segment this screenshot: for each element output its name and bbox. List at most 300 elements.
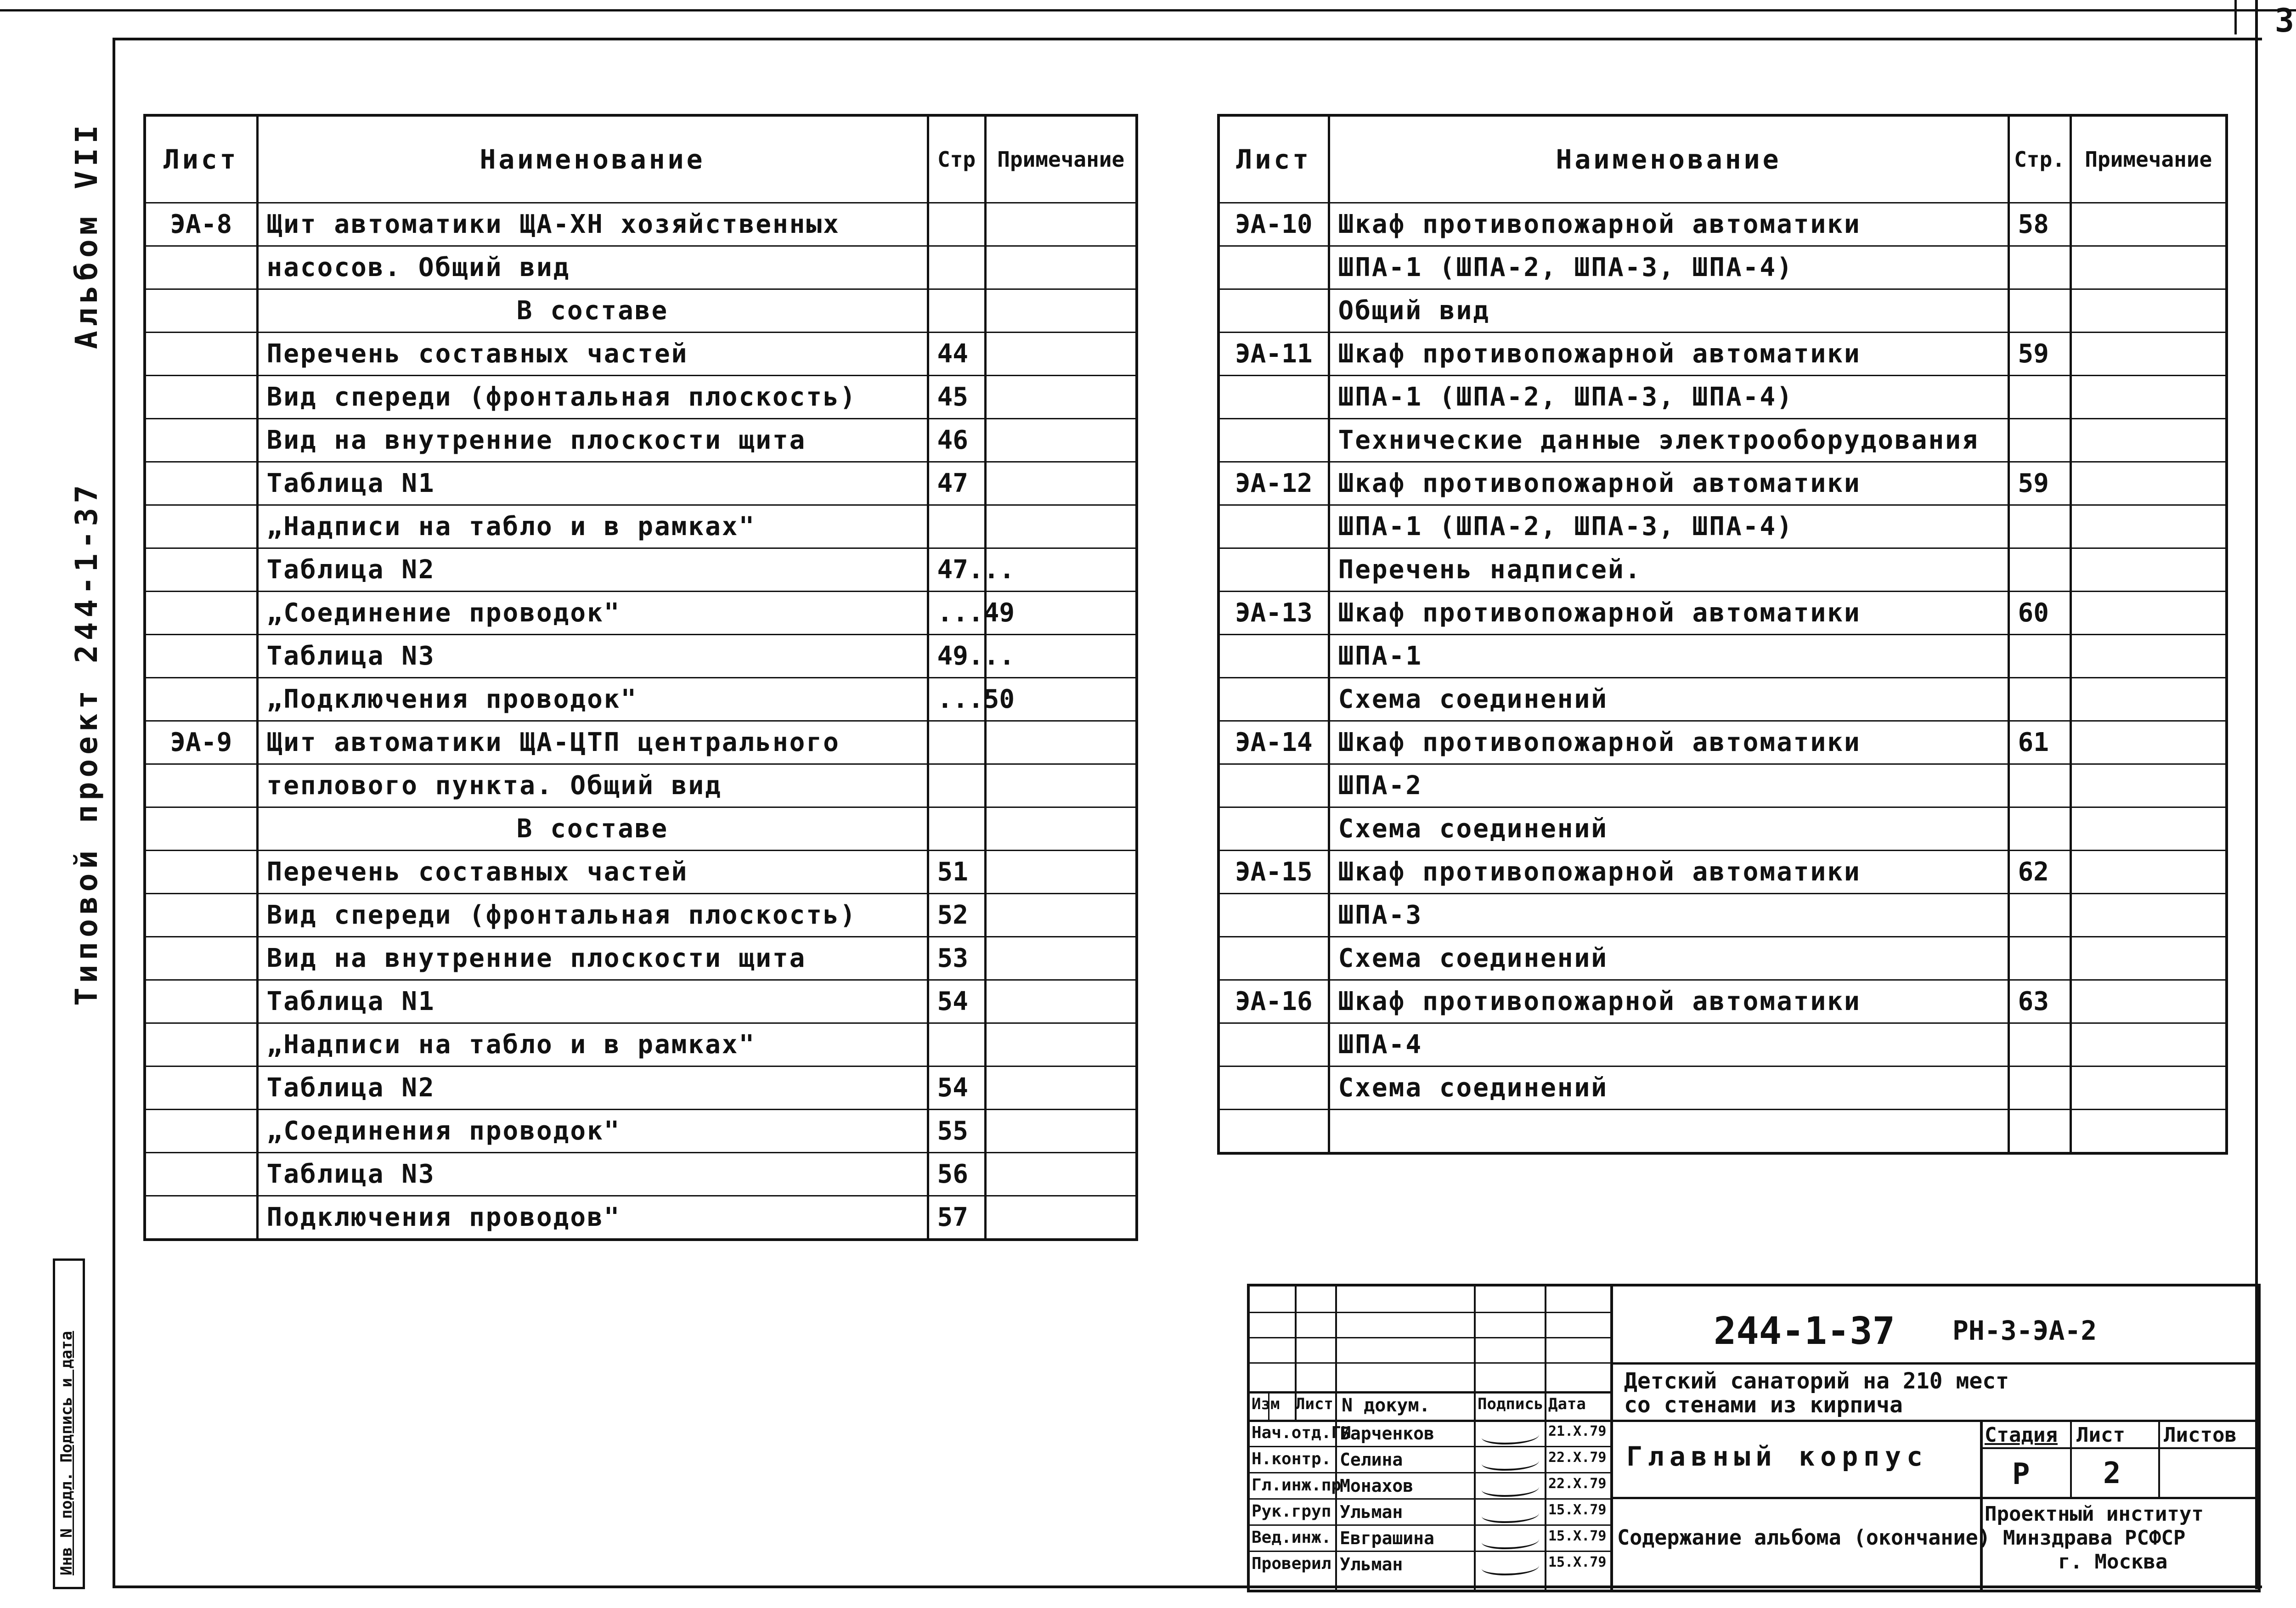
page-cell: 54 bbox=[928, 980, 985, 1023]
name-cell: Таблица N2 bbox=[257, 548, 928, 592]
header-name: Наименование bbox=[257, 115, 928, 203]
note-cell bbox=[985, 1066, 1137, 1110]
note-cell bbox=[2070, 203, 2227, 246]
signature-name: Монахов bbox=[1340, 1476, 1414, 1496]
frame-top-line bbox=[113, 38, 2262, 40]
project-code: 244-1-37 bbox=[1714, 1309, 1895, 1353]
name-cell: ШПА-1 (ШПА-2, ШПА-3, ШПА-4) bbox=[1329, 246, 2008, 289]
sheet-corner-number: 3 bbox=[2274, 2, 2294, 39]
tb-label-sign: Подпись bbox=[1478, 1395, 1544, 1413]
sheet-cell: ЭА-16 bbox=[1219, 980, 1329, 1023]
table-row bbox=[1219, 592, 2227, 635]
note-cell bbox=[2070, 807, 2227, 851]
name-cell: Вид на внутренние плоскости щита bbox=[257, 937, 928, 980]
sheet-cell bbox=[1219, 937, 1329, 980]
table-row bbox=[1219, 980, 2227, 1023]
name-cell: Щит автоматики ЩА-ХН хозяйственных bbox=[257, 203, 928, 246]
sheet-cell bbox=[145, 376, 257, 419]
page-cell: 54 bbox=[928, 1066, 985, 1110]
tb-line bbox=[1980, 1447, 2258, 1449]
note-cell bbox=[985, 764, 1137, 807]
header-sheet: Лист bbox=[145, 115, 257, 203]
sheet-cell bbox=[1219, 678, 1329, 721]
sheet-cell bbox=[145, 1023, 257, 1066]
note-cell bbox=[2070, 980, 2227, 1023]
signature-stamp-label: Инв N подл. Подпись и дата bbox=[57, 1331, 76, 1575]
tb-line bbox=[1250, 1337, 1612, 1338]
sheet-cell bbox=[145, 419, 257, 462]
sheet-cell bbox=[145, 980, 257, 1023]
page-cell bbox=[928, 764, 985, 807]
note-cell bbox=[985, 1196, 1137, 1240]
sheet-cell: ЭА-14 bbox=[1219, 721, 1329, 764]
table-row bbox=[1219, 721, 2227, 764]
note-cell bbox=[985, 505, 1137, 548]
object-line-2: со стенами из кирпича bbox=[1624, 1392, 1903, 1418]
table-row bbox=[145, 376, 1137, 419]
table-row bbox=[1219, 678, 2227, 721]
page-cell bbox=[2008, 937, 2070, 980]
sheet-cell bbox=[1219, 1066, 1329, 1110]
tb-line bbox=[1474, 1286, 1476, 1590]
signature-name: Барченков bbox=[1340, 1423, 1434, 1444]
sheet-cell: ЭА-10 bbox=[1219, 203, 1329, 246]
name-cell: ШПА-1 (ШПА-2, ШПА-3, ШПА-4) bbox=[1329, 505, 2008, 548]
name-cell: Вид спереди (фронтальная плоскость) bbox=[257, 376, 928, 419]
page-cell: 58 bbox=[2008, 203, 2070, 246]
signature-role: Н.контр. bbox=[1252, 1450, 1331, 1468]
note-cell bbox=[985, 721, 1137, 764]
sheet-cell bbox=[145, 505, 257, 548]
sheet-cell: ЭА-8 bbox=[145, 203, 257, 246]
table-row bbox=[1219, 764, 2227, 807]
sheet-cell bbox=[145, 851, 257, 894]
name-cell: Вид спереди (фронтальная плоскость) bbox=[257, 894, 928, 937]
sheet-cell bbox=[1219, 1023, 1329, 1066]
name-cell: Подключения проводов" bbox=[257, 1196, 928, 1240]
name-cell: Шкаф противопожарной автоматики bbox=[1329, 980, 2008, 1023]
name-cell: Таблица N2 bbox=[257, 1066, 928, 1110]
table-row bbox=[145, 462, 1137, 505]
note-cell bbox=[2070, 548, 2227, 592]
table-row bbox=[145, 548, 1137, 592]
name-cell: Схема соединений bbox=[1329, 1066, 2008, 1110]
tb-line bbox=[1980, 1420, 1983, 1590]
table-row bbox=[1219, 289, 2227, 333]
signature-date: 22.Х.79 bbox=[1548, 1450, 1607, 1466]
sheet-cell bbox=[145, 678, 257, 721]
table-row bbox=[145, 246, 1137, 289]
name-cell: Схема соединений bbox=[1329, 807, 2008, 851]
name-cell: Шкаф противопожарной автоматики bbox=[1329, 462, 2008, 505]
note-cell bbox=[2070, 678, 2227, 721]
table-row bbox=[1219, 894, 2227, 937]
table-row bbox=[145, 937, 1137, 980]
name-cell bbox=[1329, 1110, 2008, 1154]
tb-line bbox=[2158, 1420, 2160, 1497]
tb-line bbox=[2070, 1420, 2072, 1497]
page-cell bbox=[2008, 246, 2070, 289]
name-cell: Вид на внутренние плоскости щита bbox=[257, 419, 928, 462]
tb-line bbox=[1250, 1551, 1612, 1552]
corner-box-line bbox=[2234, 0, 2237, 34]
header-note: Примечание bbox=[985, 115, 1137, 203]
table-row bbox=[1219, 333, 2227, 376]
name-cell: Общий вид bbox=[1329, 289, 2008, 333]
header-page: Стр. bbox=[2008, 115, 2070, 203]
name-cell: Шкаф противопожарной автоматики bbox=[1329, 203, 2008, 246]
table-row bbox=[145, 1023, 1137, 1066]
name-cell: Схема соединений bbox=[1329, 937, 2008, 980]
signature-name: Ульман bbox=[1340, 1502, 1403, 1522]
page-cell: 47 bbox=[928, 462, 985, 505]
header-name: Наименование bbox=[1329, 115, 2008, 203]
table-row bbox=[145, 721, 1137, 764]
table-row bbox=[145, 592, 1137, 635]
sheet-cell bbox=[145, 1153, 257, 1196]
sheet-cell bbox=[1219, 635, 1329, 678]
page-cell: 46 bbox=[928, 419, 985, 462]
sheet-cell bbox=[145, 246, 257, 289]
sheet-cell bbox=[1219, 246, 1329, 289]
note-cell bbox=[985, 894, 1137, 937]
label-stage: Стадия bbox=[1985, 1423, 2058, 1447]
name-cell: „Надписи на табло и в рамках" bbox=[257, 505, 928, 548]
sheet-cell bbox=[145, 548, 257, 592]
sheet-cell bbox=[1219, 289, 1329, 333]
page-cell bbox=[2008, 764, 2070, 807]
page-cell: 56 bbox=[928, 1153, 985, 1196]
page-cell: 63 bbox=[2008, 980, 2070, 1023]
name-cell: Перечень составных частей bbox=[257, 851, 928, 894]
note-cell bbox=[985, 1023, 1137, 1066]
page-cell bbox=[2008, 548, 2070, 592]
table-row bbox=[145, 894, 1137, 937]
organization-line-3: г. Москва bbox=[2058, 1550, 2168, 1574]
table-row bbox=[1219, 505, 2227, 548]
note-cell bbox=[985, 851, 1137, 894]
page-cell: 59 bbox=[2008, 462, 2070, 505]
handwritten-signature bbox=[1482, 1533, 1539, 1549]
signature-date: 15.Х.79 bbox=[1548, 1528, 1607, 1544]
signature-role: Гл.инж.пр bbox=[1252, 1476, 1342, 1495]
name-cell: теплового пункта. Общий вид bbox=[257, 764, 928, 807]
tb-line bbox=[1250, 1446, 1612, 1447]
name-cell: Таблица N1 bbox=[257, 462, 928, 505]
left-contents-table bbox=[143, 114, 1138, 1241]
tb-line bbox=[1545, 1286, 1546, 1590]
tb-label-date: Дата bbox=[1548, 1395, 1586, 1413]
handwritten-signature bbox=[1482, 1480, 1539, 1497]
sheet-cell bbox=[1219, 419, 1329, 462]
signature-date: 15.Х.79 bbox=[1548, 1554, 1607, 1570]
header-note: Примечание bbox=[2070, 115, 2227, 203]
table-row bbox=[145, 1066, 1137, 1110]
table-row bbox=[145, 635, 1137, 678]
tb-line bbox=[1335, 1420, 1337, 1590]
table-row bbox=[1219, 1023, 2227, 1066]
project-label: Типовой проект 244-1-37 bbox=[69, 480, 104, 1006]
name-cell: ШПА-1 bbox=[1329, 635, 2008, 678]
note-cell bbox=[2070, 333, 2227, 376]
note-cell bbox=[2070, 1023, 2227, 1066]
page-cell: 44 bbox=[928, 333, 985, 376]
page-cell bbox=[928, 807, 985, 851]
note-cell bbox=[2070, 894, 2227, 937]
sheet-cell bbox=[145, 807, 257, 851]
tb-label-change: Изм bbox=[1252, 1395, 1280, 1413]
table-row bbox=[1219, 1066, 2227, 1110]
page-cell bbox=[928, 1023, 985, 1066]
page-cell bbox=[928, 505, 985, 548]
name-cell: В составе bbox=[257, 289, 928, 333]
sheet-cell bbox=[145, 289, 257, 333]
header-sheet: Лист bbox=[1219, 115, 1329, 203]
page-cell bbox=[928, 203, 985, 246]
tb-line bbox=[1612, 1497, 2258, 1499]
name-cell: Таблица N3 bbox=[257, 1153, 928, 1196]
table-row bbox=[145, 505, 1137, 548]
page-cell bbox=[2008, 894, 2070, 937]
page-cell: ...50 bbox=[928, 678, 985, 721]
page-cell: 60 bbox=[2008, 592, 2070, 635]
name-cell: Схема соединений bbox=[1329, 678, 2008, 721]
page-cell bbox=[2008, 1110, 2070, 1154]
note-cell bbox=[2070, 851, 2227, 894]
name-cell: „Соединение проводок" bbox=[257, 592, 928, 635]
table-row bbox=[145, 333, 1137, 376]
signature-date: 22.Х.79 bbox=[1548, 1476, 1607, 1492]
name-cell: „Подключения проводок" bbox=[257, 678, 928, 721]
sheet-num-value: 2 bbox=[2103, 1456, 2121, 1490]
sheet-cell bbox=[1219, 548, 1329, 592]
page-cell: 59 bbox=[2008, 333, 2070, 376]
name-cell: „Надписи на табло и в рамках" bbox=[257, 1023, 928, 1066]
page-cell bbox=[2008, 289, 2070, 333]
name-cell: ШПА-2 bbox=[1329, 764, 2008, 807]
name-cell: ШПА-3 bbox=[1329, 894, 2008, 937]
table-row bbox=[145, 289, 1137, 333]
tb-line bbox=[1250, 1312, 1612, 1313]
table-row bbox=[145, 980, 1137, 1023]
note-cell bbox=[2070, 764, 2227, 807]
sheet-cell bbox=[145, 1110, 257, 1153]
tb-line bbox=[1612, 1362, 2258, 1365]
note-cell bbox=[985, 289, 1137, 333]
sheet-cell bbox=[145, 333, 257, 376]
note-cell bbox=[2070, 1066, 2227, 1110]
note-cell bbox=[2070, 289, 2227, 333]
table-row bbox=[145, 764, 1137, 807]
page-cell: 49... bbox=[928, 635, 985, 678]
right-contents-table bbox=[1217, 114, 2228, 1155]
table-row bbox=[145, 1110, 1137, 1153]
note-cell bbox=[985, 1153, 1137, 1196]
name-cell: Перечень составных частей bbox=[257, 333, 928, 376]
note-cell bbox=[2070, 419, 2227, 462]
sheet-cell: ЭА-9 bbox=[145, 721, 257, 764]
tb-line bbox=[1250, 1391, 1612, 1394]
table-row bbox=[1219, 807, 2227, 851]
name-cell: Перечень надписей. bbox=[1329, 548, 2008, 592]
name-cell: Таблица N1 bbox=[257, 980, 928, 1023]
note-cell bbox=[985, 937, 1137, 980]
note-cell bbox=[2070, 1110, 2227, 1154]
page-cell bbox=[928, 246, 985, 289]
name-cell: ШПА-4 bbox=[1329, 1023, 2008, 1066]
sheet-cell bbox=[1219, 505, 1329, 548]
sheet-title: Содержание альбома (окончание) bbox=[1617, 1525, 1991, 1550]
sheet-cell: ЭА-12 bbox=[1219, 462, 1329, 505]
sheet-cell bbox=[1219, 807, 1329, 851]
sheet-cell: ЭА-15 bbox=[1219, 851, 1329, 894]
table-row bbox=[1219, 1110, 2227, 1154]
name-cell: Шкаф противопожарной автоматики bbox=[1329, 721, 2008, 764]
note-cell bbox=[2070, 592, 2227, 635]
page-cell: 51 bbox=[928, 851, 985, 894]
table-row bbox=[145, 678, 1137, 721]
table-row bbox=[1219, 851, 2227, 894]
page-cell bbox=[2008, 1066, 2070, 1110]
table-row bbox=[145, 807, 1137, 851]
note-cell bbox=[985, 419, 1137, 462]
signature-role: Вед.инж. bbox=[1252, 1528, 1331, 1547]
page-cell bbox=[928, 289, 985, 333]
note-cell bbox=[985, 376, 1137, 419]
title-block bbox=[1247, 1284, 2261, 1592]
note-cell bbox=[985, 1110, 1137, 1153]
signature-name: Ульман bbox=[1340, 1554, 1403, 1574]
table-row bbox=[145, 203, 1137, 246]
page-cell: 55 bbox=[928, 1110, 985, 1153]
signature-date: 15.Х.79 bbox=[1548, 1502, 1607, 1518]
signature-role: Проверил bbox=[1252, 1554, 1331, 1573]
table-row bbox=[145, 1153, 1137, 1196]
name-cell: Шкаф противопожарной автоматики bbox=[1329, 851, 2008, 894]
name-cell: насосов. Общий вид bbox=[257, 246, 928, 289]
page-cell bbox=[2008, 635, 2070, 678]
tb-label-doc: N докум. bbox=[1342, 1395, 1430, 1416]
note-cell bbox=[985, 203, 1137, 246]
sheet-cell bbox=[145, 937, 257, 980]
note-cell bbox=[2070, 462, 2227, 505]
page-cell: 45 bbox=[928, 376, 985, 419]
page-cell: 57 bbox=[928, 1196, 985, 1240]
note-cell bbox=[985, 462, 1137, 505]
album-label: Альбом VII bbox=[69, 120, 104, 349]
page-cell bbox=[928, 721, 985, 764]
page-cell: 47... bbox=[928, 548, 985, 592]
page-cell: 52 bbox=[928, 894, 985, 937]
handwritten-signature bbox=[1482, 1506, 1539, 1523]
table-row bbox=[1219, 462, 2227, 505]
handwritten-signature bbox=[1482, 1428, 1539, 1444]
signature-name: Селина bbox=[1340, 1450, 1403, 1470]
sheet-cell bbox=[1219, 764, 1329, 807]
signature-role: Рук.груп bbox=[1252, 1502, 1331, 1521]
note-cell bbox=[985, 246, 1137, 289]
tb-line bbox=[1250, 1524, 1612, 1526]
note-cell bbox=[2070, 721, 2227, 764]
table-row bbox=[1219, 203, 2227, 246]
tb-line bbox=[1250, 1420, 1612, 1422]
sheet-cell bbox=[1219, 894, 1329, 937]
note-cell bbox=[985, 333, 1137, 376]
organization-line-1: Проектный институт bbox=[1985, 1502, 2204, 1526]
table-row bbox=[1219, 419, 2227, 462]
frame-left-line bbox=[113, 38, 115, 1588]
document-code: РН-3-ЭА-2 bbox=[1952, 1315, 2097, 1346]
page-cell: 61 bbox=[2008, 721, 2070, 764]
table-row bbox=[1219, 548, 2227, 592]
page-cell bbox=[2008, 1023, 2070, 1066]
sheet-cell bbox=[1219, 376, 1329, 419]
table-row bbox=[1219, 246, 2227, 289]
sheet-cell bbox=[145, 635, 257, 678]
table-row bbox=[1219, 937, 2227, 980]
name-cell: Технические данные электрооборудования bbox=[1329, 419, 2008, 462]
page-cell: 53 bbox=[928, 937, 985, 980]
sheet-cell: ЭА-11 bbox=[1219, 333, 1329, 376]
table-row bbox=[145, 851, 1137, 894]
tb-line bbox=[1610, 1286, 1613, 1590]
note-cell bbox=[2070, 937, 2227, 980]
page-cell: ...49 bbox=[928, 592, 985, 635]
label-sheets: Листов bbox=[2164, 1423, 2237, 1447]
tb-line bbox=[1612, 1420, 2258, 1422]
header-page: Стр bbox=[928, 115, 985, 203]
handwritten-signature bbox=[1482, 1454, 1539, 1471]
sheet-cell bbox=[145, 1066, 257, 1110]
name-cell: „Соединения проводок" bbox=[257, 1110, 928, 1153]
page-cell bbox=[2008, 419, 2070, 462]
page-cell bbox=[2008, 678, 2070, 721]
sheet-cell: ЭА-13 bbox=[1219, 592, 1329, 635]
label-sheet-num: Лист bbox=[2076, 1423, 2125, 1447]
name-cell: Щит автоматики ЩА-ЦТП центрального bbox=[257, 721, 928, 764]
tb-label-sheet: Лист bbox=[1296, 1395, 1333, 1413]
name-cell: ШПА-1 (ШПА-2, ШПА-3, ШПА-4) bbox=[1329, 376, 2008, 419]
tb-line bbox=[1335, 1286, 1337, 1420]
name-cell: В составе bbox=[257, 807, 928, 851]
name-cell: Шкаф противопожарной автоматики bbox=[1329, 592, 2008, 635]
page-cell bbox=[2008, 807, 2070, 851]
note-cell bbox=[985, 807, 1137, 851]
note-cell bbox=[985, 980, 1137, 1023]
name-cell: Шкаф противопожарной автоматики bbox=[1329, 333, 2008, 376]
sheet-cell bbox=[145, 592, 257, 635]
sheet-cell bbox=[145, 894, 257, 937]
sheet-cell bbox=[145, 1196, 257, 1240]
page-cell bbox=[2008, 376, 2070, 419]
organization-line-2: Минздрава РСФСР bbox=[2003, 1526, 2186, 1550]
signature-role: Нач.отд.ГИ bbox=[1252, 1423, 1351, 1442]
table-row bbox=[145, 1196, 1137, 1240]
table-row bbox=[1219, 376, 2227, 419]
table-row bbox=[145, 419, 1137, 462]
sheet-cell bbox=[1219, 1110, 1329, 1154]
note-cell bbox=[2070, 246, 2227, 289]
name-cell: Таблица N3 bbox=[257, 635, 928, 678]
signature-name: Евграшина bbox=[1340, 1528, 1434, 1548]
sheet-cell bbox=[145, 462, 257, 505]
note-cell bbox=[2070, 376, 2227, 419]
signature-date: 21.Х.79 bbox=[1548, 1423, 1607, 1439]
page-cell: 62 bbox=[2008, 851, 2070, 894]
table-row bbox=[1219, 635, 2227, 678]
tb-line bbox=[1250, 1362, 1612, 1364]
building-name: Главный корпус bbox=[1626, 1441, 1928, 1472]
